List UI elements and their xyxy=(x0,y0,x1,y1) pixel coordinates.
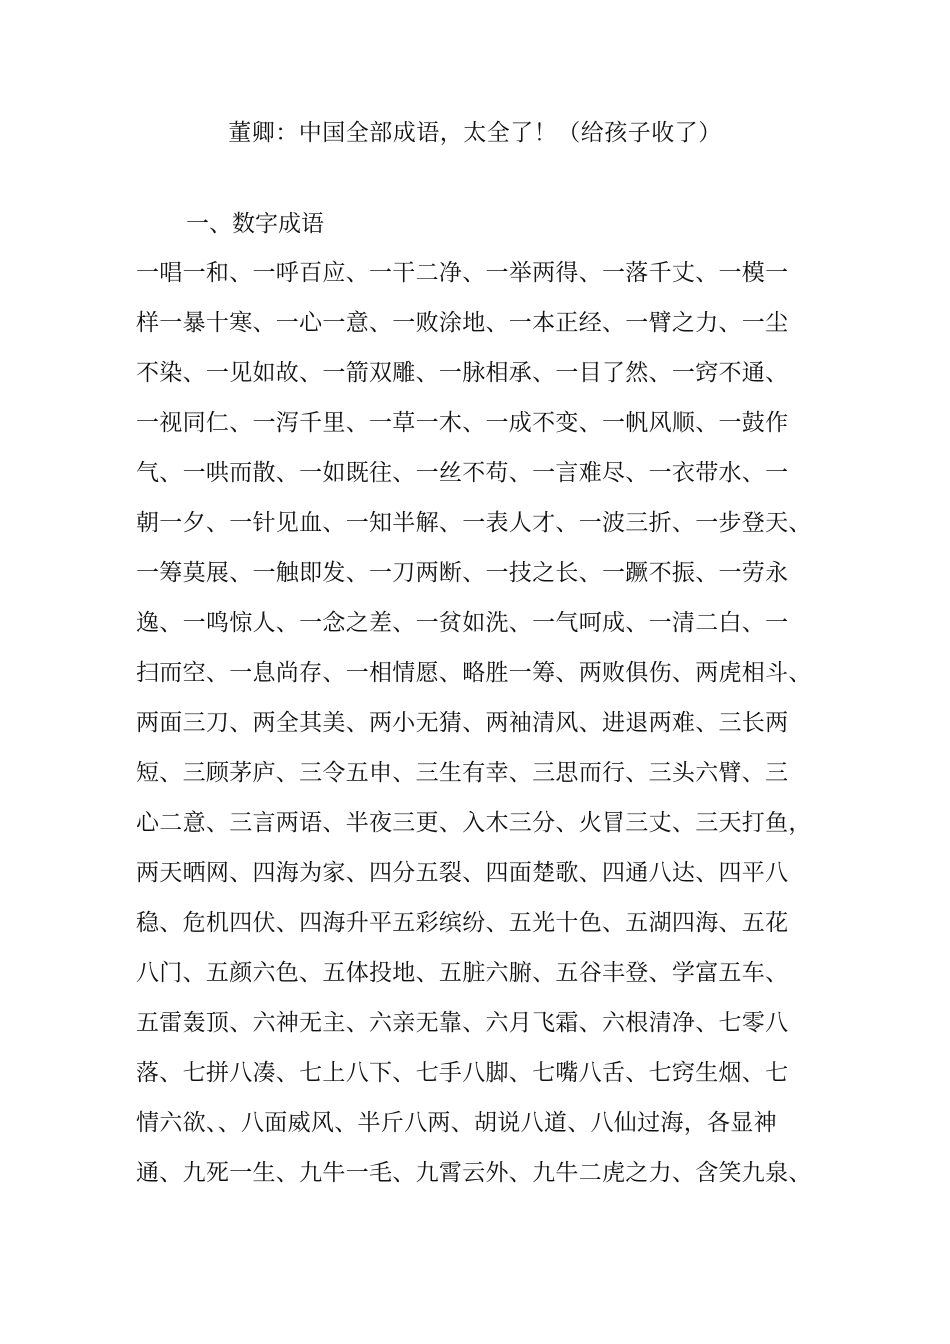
body-line: 样一暴十寒、一心一意、一败涂地、一本正经、一臂之力、一尘 xyxy=(136,310,789,336)
body-line: 扫而空、一息尚存、一相情愿、略胜一筹、两败俱伤、两虎相斗、 xyxy=(136,660,812,686)
body-line: 一筹莫展、一触即发、一刀两断、一技之长、一蹶不振、一劳永 xyxy=(136,560,789,586)
section-heading: 一、数字成语 xyxy=(186,211,324,237)
body-text xyxy=(136,256,826,1206)
body-line: 一唱一和、一呼百应、一干二净、一举两得、一落千丈、一模一 xyxy=(136,260,789,286)
body-line: 朝一夕、一针见血、一知半解、一表人才、一波三折、一步登天、 xyxy=(136,510,812,536)
body-line: 情六欲、、八面威风、半斤八两、胡说八道、八仙过海，各显神 xyxy=(136,1110,777,1136)
body-line: 一视同仁、一泻千里、一草一木、一成不变、一帆风顺、一鼓作 xyxy=(136,410,789,436)
body-line: 五雷轰顶、六神无主、六亲无靠、六月飞霜、六根清净、七零八 xyxy=(136,1010,789,1036)
body-line: 心二意、三言两语、半夜三更、入木三分、火冒三丈、三天打鱼， xyxy=(136,810,812,836)
body-line: 八门、五颜六色、五体投地、五脏六腑、五谷丰登、学富五车、 xyxy=(136,960,789,986)
body-line: 不染、一见如故、一箭双雕、一脉相承、一目了然、一窍不通、 xyxy=(136,360,789,386)
body-line: 两天晒网、四海为家、四分五裂、四面楚歌、四通八达、四平八 xyxy=(136,860,789,886)
body-line: 通、九死一生、九牛一毛、九霄云外、九牛二虎之力、含笑九泉、 xyxy=(136,1160,812,1186)
body-line: 逸、一鸣惊人、一念之差、一贫如洗、一气呵成、一清二白、一 xyxy=(136,610,789,636)
body-line: 短、三顾茅庐、三令五申、三生有幸、三思而行、三头六臂、三 xyxy=(136,760,789,786)
body-line: 气、一哄而散、一如既往、一丝不苟、一言难尽、一衣带水、一 xyxy=(136,460,789,486)
body-line: 落、七拼八凑、七上八下、七手八脚、七嘴八舌、七窍生烟、七 xyxy=(136,1060,789,1086)
body-line: 稳、危机四伏、四海升平五彩缤纷、五光十色、五湖四海、五花 xyxy=(136,910,789,936)
document-title: 董卿：中国全部成语，太全了！（给孩子收了） xyxy=(228,120,722,146)
body-line: 两面三刀、两全其美、两小无猜、两袖清风、进退两难、三长两 xyxy=(136,710,789,736)
